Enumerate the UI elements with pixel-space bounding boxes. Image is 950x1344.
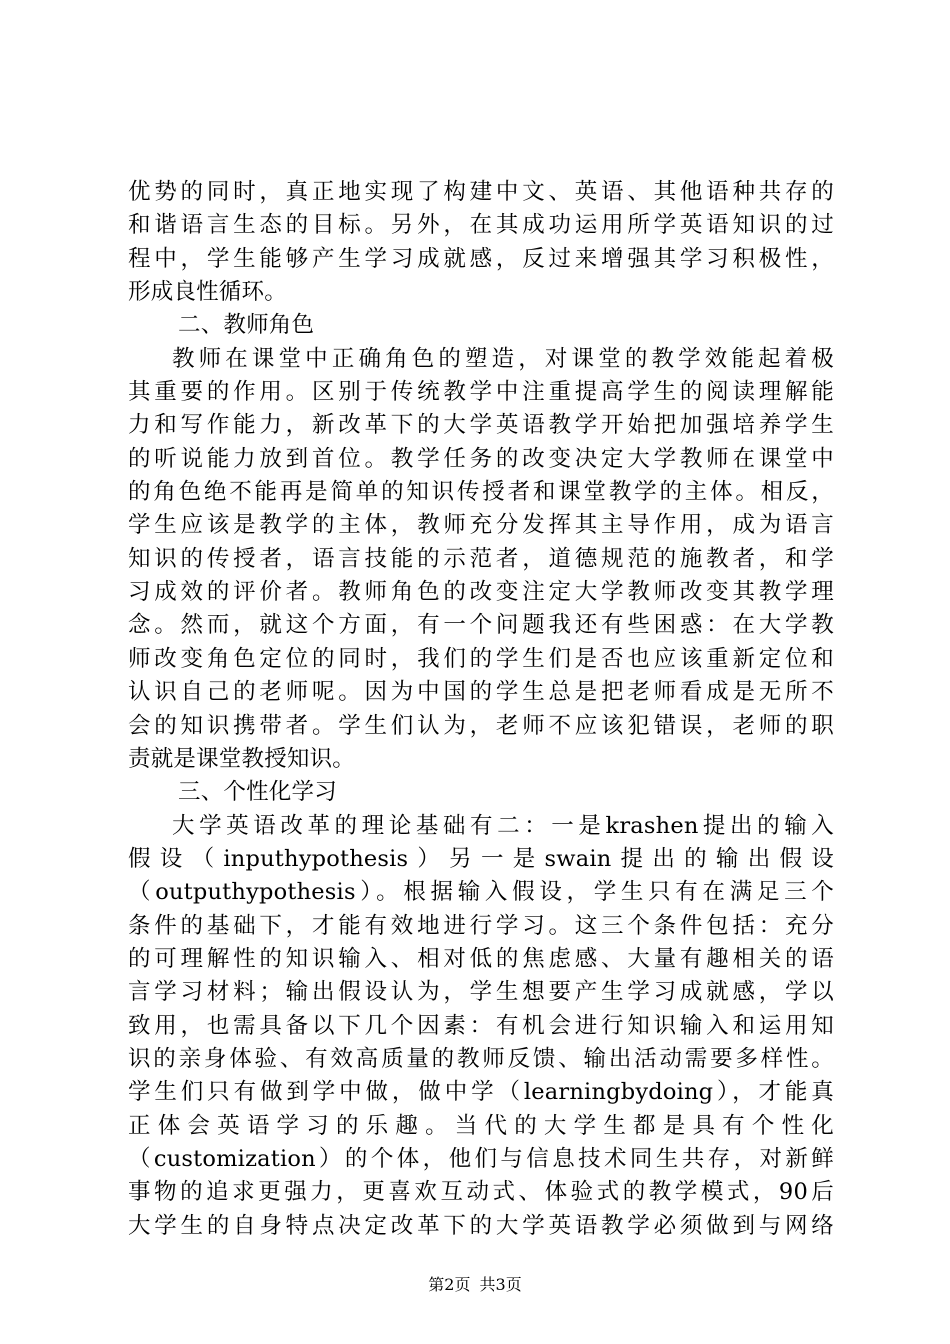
text-line: 言学习材料；输出假设认为，学生想要产生学习成就感，学以: [128, 979, 834, 1006]
text-line: 学生应该是教学的主体，教师充分发挥其主导作用，成为语言: [128, 512, 834, 539]
text-line: （customization）的个体，他们与信息技术同生共存，对新鲜: [128, 1145, 834, 1172]
body-text: [128, 176, 834, 1243]
text-line: 知识的传授者，语言技能的示范者，道德规范的施教者，和学: [128, 545, 834, 572]
text-line: 习成效的评价者。教师角色的改变注定大学教师改变其教学理: [128, 579, 834, 606]
text-line: 的听说能力放到首位。教学任务的改变决定大学教师在课堂中: [128, 445, 834, 472]
text-line: 优势的同时，真正地实现了构建中文、英语、其他语种共存的: [128, 179, 834, 205]
text-line: 形成良性循环。: [128, 279, 287, 306]
page-total: 共3页: [479, 1275, 522, 1294]
text-line: 正体会英语学习的乐趣。当代的大学生都是具有个性化: [128, 1112, 834, 1139]
text-line: 大学生的自身特点决定改革下的大学英语教学必须做到与网络: [128, 1212, 834, 1239]
text-line: 和谐语言生态的目标。另外，在其成功运用所学英语知识的过: [128, 212, 834, 239]
text-line: （outputhypothesis）。根据输入假设，学生只有在满足三个: [128, 879, 834, 906]
text-line: 学生们只有做到学中做，做中学（learningbydoing），才能真: [128, 1079, 834, 1106]
text-line: 责就是课堂教授知识。: [128, 745, 356, 772]
text-line: 教师在课堂中正确角色的塑造，对课堂的教学效能起着极: [172, 345, 834, 372]
text-line: 程中，学生能够产生学习成就感，反过来增强其学习积极性，: [128, 245, 834, 272]
text-line: 的角色绝不能再是简单的知识传授者和课堂教学的主体。相反，: [128, 479, 834, 506]
page-footer: [0, 1275, 950, 1295]
text-line: 大学英语改革的理论基础有二：一是krashen提出的输入: [172, 812, 834, 839]
text-line: 认识自己的老师呢。因为中国的学生总是把老师看成是无所不: [128, 679, 834, 706]
text-line: 条件的基础下，才能有效地进行学习。这三个条件包括：充分: [128, 912, 834, 939]
text-line: 假设（inputhypothesis）另一是swain提出的输出假设: [128, 845, 834, 872]
text-line: 事物的追求更强力，更喜欢互动式、体验式的教学模式，90后: [128, 1179, 834, 1206]
section-heading-teacher-role: 二、教师角色: [178, 312, 315, 339]
text-line: 识的亲身体验、有效高质量的教师反馈、输出活动需要多样性。: [128, 1045, 834, 1072]
page-number: 第2页: [428, 1275, 471, 1294]
text-line: 的可理解性的知识输入、相对低的焦虑感、大量有趣相关的语: [128, 945, 834, 972]
text-line: 其重要的作用。区别于传统教学中注重提高学生的阅读理解能: [128, 379, 834, 406]
text-line: 致用，也需具备以下几个因素：有机会进行知识输入和运用知: [128, 1012, 834, 1039]
text-line: 念。然而，就这个方面，有一个问题我还有些困惑：在大学教: [128, 612, 834, 639]
text-line: 师改变角色定位的同时，我们的学生们是否也应该重新定位和: [128, 645, 834, 672]
text-line: 会的知识携带者。学生们认为，老师不应该犯错误，老师的职: [128, 712, 834, 739]
section-heading-personalized-learning: 三、个性化学习: [178, 779, 337, 806]
text-line: 力和写作能力，新改革下的大学英语教学开始把加强培养学生: [128, 412, 834, 439]
